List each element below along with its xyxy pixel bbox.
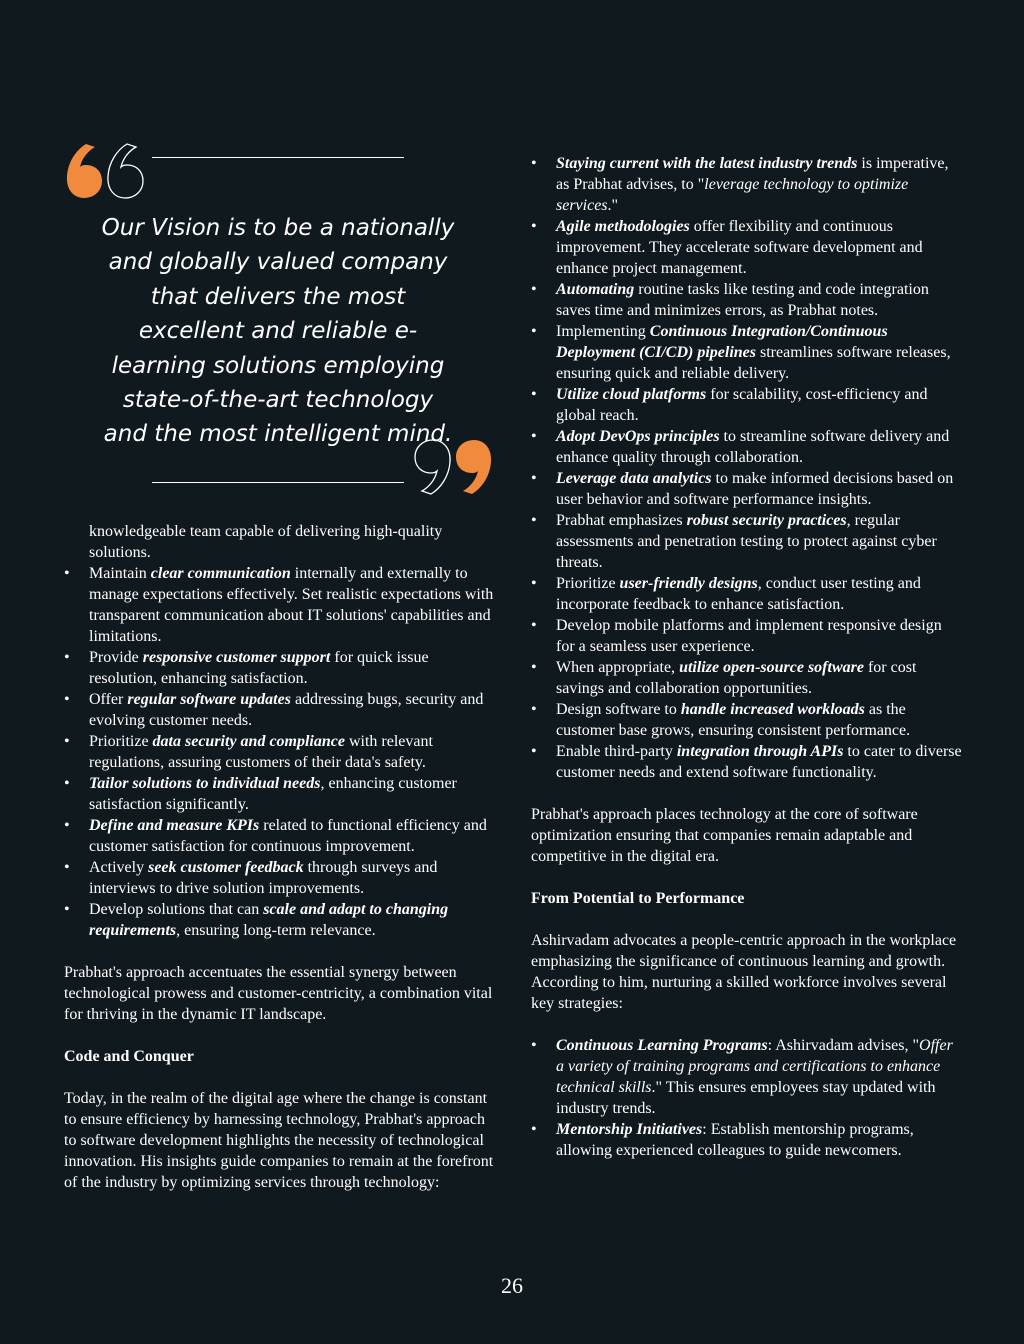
right-bullet-list — [531, 153, 963, 783]
section-heading: Code and Conquer — [64, 1048, 194, 1065]
quote-top-rule — [152, 157, 404, 158]
list-item: • Automating routine tasks like testing and code integration saves time and minimizes errors, as Prabhat notes. — [531, 279, 963, 321]
close-quote-icon — [410, 436, 494, 498]
list-item: • Define and measure KPIs related to functional efficiency and customer satisfaction for continuous improvement. — [64, 815, 498, 857]
list-item: • Enable third-party integration through APIs to cater to diverse customer needs and extend software functionality. — [531, 741, 963, 783]
list-item: • Develop mobile platforms and implement responsive design for a seamless user experience. — [531, 615, 963, 657]
list-item: • Maintain clear communication internally and externally to manage expectations effectively. Set realistic expectations with transparent communication about IT solutions' capabilities and limitations. — [64, 563, 498, 647]
left-column — [64, 521, 498, 1193]
body-paragraph: Prabhat's approach places technology at the core of software optimization ensuring that companies remain adaptable and competitive in the digital era. — [531, 806, 918, 865]
body-paragraph: Ashirvadam advocates a people-centric approach in the workplace emphasizing the significance of continuous learning and growth. According to him, nurturing a skilled workforce involves several key strategies: — [531, 932, 957, 1012]
left-bullet-list — [64, 563, 498, 941]
list-item: • Develop solutions that can scale and adapt to changing requirements, ensuring long-term relevance. — [64, 899, 498, 941]
page-number: 26 — [501, 1273, 523, 1298]
list-item: • Implementing Continuous Integration/Continuous Deployment (CI/CD) pipelines streamlines software releases, ensuring quick and reliable delivery. — [531, 321, 963, 384]
open-quote-icon — [64, 140, 148, 202]
list-item: • Prabhat emphasizes robust security practices, regular assessments and penetration testing to protect against cyber threats. — [531, 510, 963, 573]
quote-bottom-rule — [152, 482, 404, 483]
list-item: • Continuous Learning Programs: Ashirvadam advises, "Offer a variety of training programs and certifications to enhance technical skills." This ensures employees stay updated with industry trends. — [531, 1035, 963, 1119]
list-item: • Provide responsive customer support for quick issue resolution, enhancing satisfaction. — [64, 647, 498, 689]
list-item: • Actively seek customer feedback through surveys and interviews to drive solution improvements. — [64, 857, 498, 899]
list-item: • Adopt DevOps principles to streamline software delivery and enhance quality through collaboration. — [531, 426, 963, 468]
list-item: • Prioritize data security and compliance with relevant regulations, assuring customers of their data's safety. — [64, 731, 498, 773]
list-item: • Design software to handle increased workloads as the customer base grows, ensuring consistent performance. — [531, 699, 963, 741]
list-item: • Mentorship Initiatives: Establish mentorship programs, allowing experienced colleagues to guide newcomers. — [531, 1119, 963, 1161]
list-item: • Agile methodologies offer flexibility and continuous improvement. They accelerate software development and enhance project management. — [531, 216, 963, 279]
list-item: • Staying current with the latest industry trends is imperative, as Prabhat advises, to "leverage technology to optimize services." — [531, 153, 963, 216]
section-heading: From Potential to Performance — [531, 890, 745, 907]
right-bullet-list-2 — [531, 1035, 963, 1161]
list-item: • When appropriate, utilize open-source software for cost savings and collaboration opportunities. — [531, 657, 963, 699]
list-item: • Tailor solutions to individual needs, enhancing customer satisfaction significantly. — [64, 773, 498, 815]
body-paragraph: Today, in the realm of the digital age where the change is constant to ensure efficiency by harnessing technology, Prabhat's approach to software development highlights the necessity of technological innovation. His insights guide companies to remain at the forefront of the industry by optimizing services through technology: — [64, 1090, 494, 1191]
list-item: • Prioritize user-friendly designs, conduct user testing and incorporate feedback to enhance satisfaction. — [531, 573, 963, 615]
continued-bullet-text: knowledgeable team capable of delivering high-quality solutions. — [89, 523, 443, 561]
body-paragraph: Prabhat's approach accentuates the essential synergy between technological prowess and customer-centricity, a combination vital for thriving in the dynamic IT landscape. — [64, 964, 493, 1023]
right-column — [531, 153, 963, 1161]
list-item: • Leverage data analytics to make informed decisions based on user behavior and software performance insights. — [531, 468, 963, 510]
list-item: • Offer regular software updates addressing bugs, security and evolving customer needs. — [64, 689, 498, 731]
vision-quote: Our Vision is to be a nationally and globally valued company that delivers the most excellent and reliable e-learning solutions employing state-of-the-art technology and the most intelligent mind. — [101, 215, 455, 448]
list-item: • Utilize cloud platforms for scalability, cost-efficiency and global reach. — [531, 384, 963, 426]
